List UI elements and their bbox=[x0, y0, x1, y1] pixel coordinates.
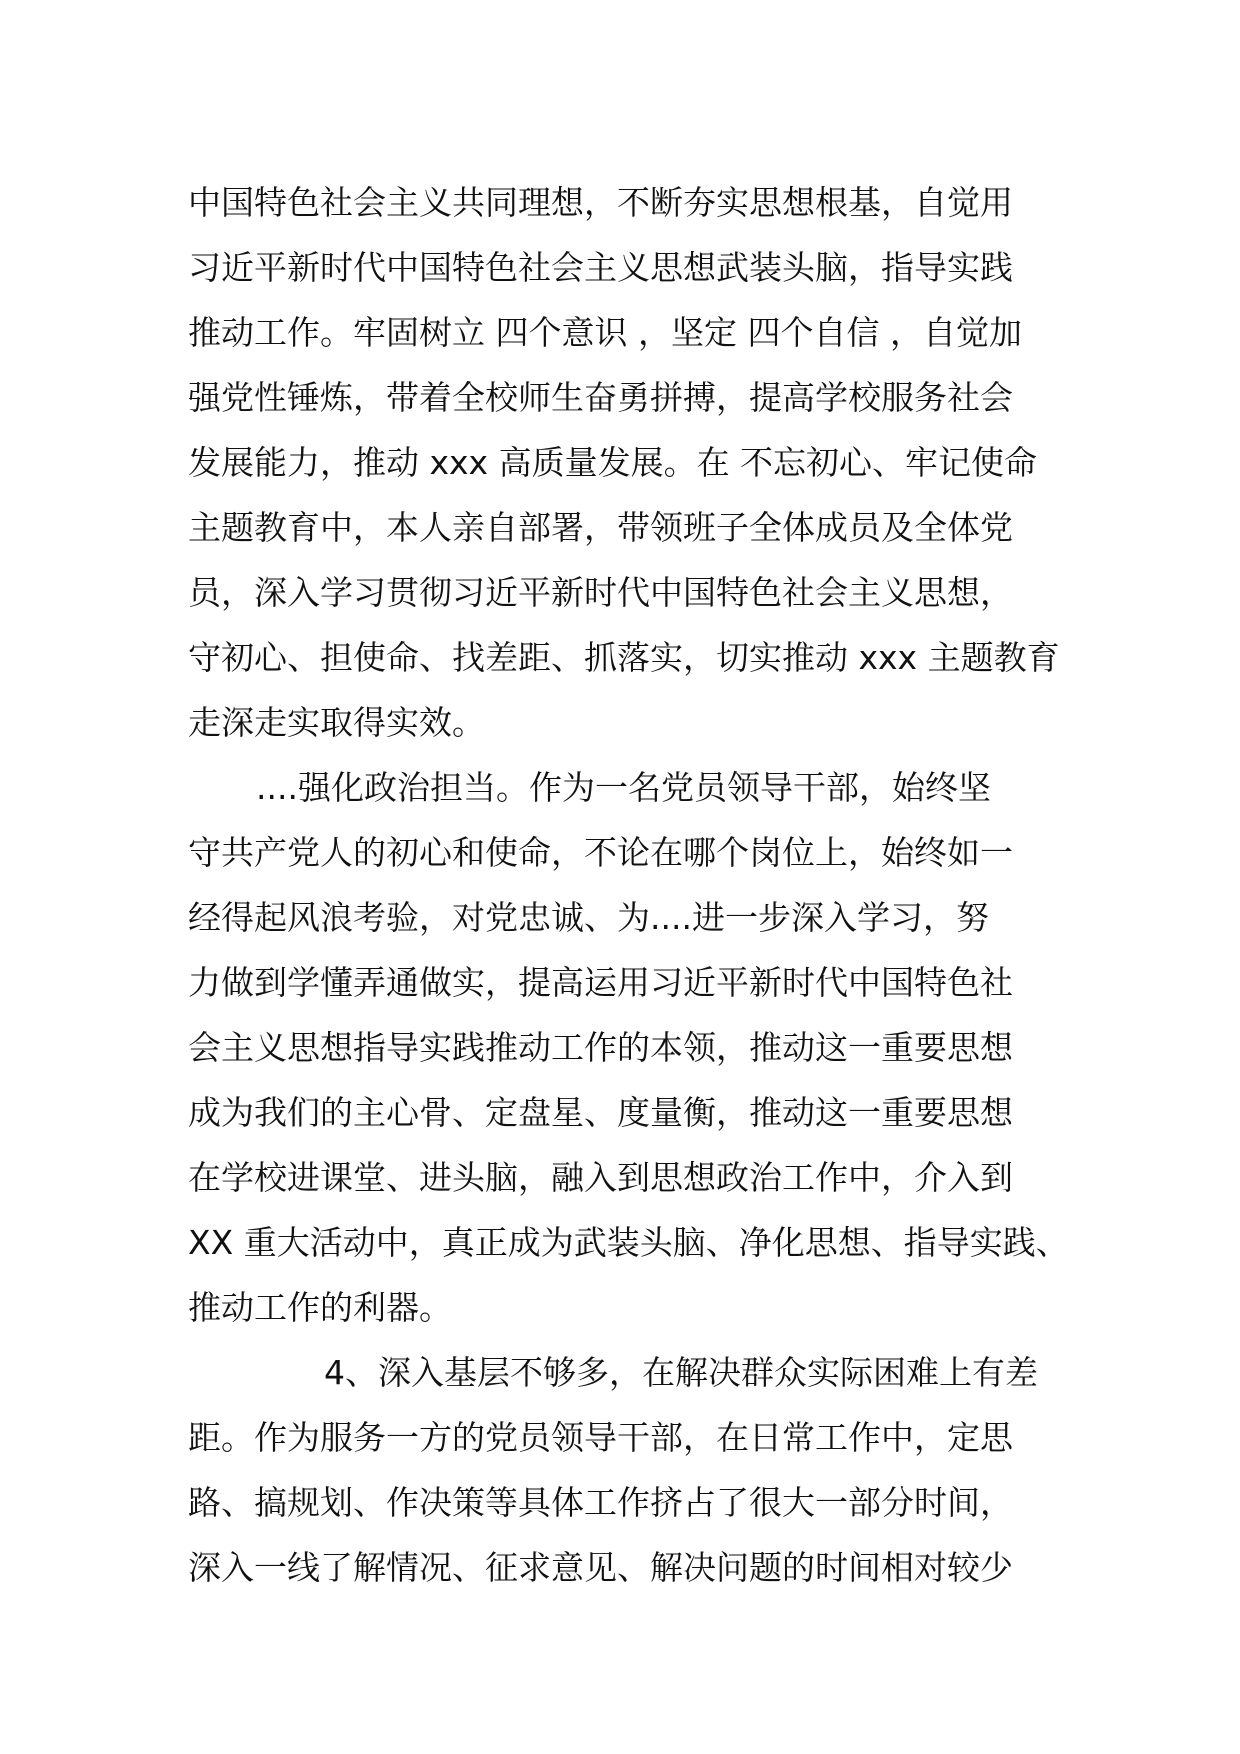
text-line: 习近平新时代中国特色社会主义思想武装头脑，指导实践 bbox=[188, 248, 1013, 287]
text-line: 守共产党人的初心和使命，不论在哪个岗位上，始终如一 bbox=[188, 833, 1013, 872]
text-line: 路、搞规划、作决策等具体工作挤占了很大一部分时间， bbox=[188, 1483, 1013, 1522]
text-line: 距。作为服务一方的党员领导干部，在日常工作中，定思 bbox=[188, 1418, 1013, 1457]
paragraph-start-line: 4、深入基层不够多，在解决群众实际困难上有差 bbox=[324, 1353, 1038, 1392]
text-line: 深入一线了解情况、征求意见、解决问题的时间相对较少 bbox=[188, 1548, 1013, 1587]
paragraph-start-line: ....强化政治担当。作为一名党员领导干部，始终坚 bbox=[256, 768, 991, 807]
text-line: XX 重大活动中，真正成为武装头脑、净化思想、指导实践、 bbox=[188, 1223, 1069, 1262]
document-body bbox=[188, 170, 1068, 1600]
text-line: 推动工作。牢固树立 四个意识 ，坚定 四个自信 ，自觉加 bbox=[188, 313, 1022, 352]
text-line: 在学校进课堂、进头脑，融入到思想政治工作中，介入到 bbox=[188, 1158, 1013, 1197]
text-line: 成为我们的主心骨、定盘星、度量衡，推动这一重要思想 bbox=[188, 1093, 1013, 1132]
text-line: 发展能力，推动 xxx 高质量发展。在 不忘初心、牢记使命 bbox=[188, 443, 1038, 482]
text-line: 员，深入学习贯彻习近平新时代中国特色社会主义思想， bbox=[188, 573, 1013, 612]
text-line: 经得起风浪考验，对党忠诚、为....进一步深入学习，努 bbox=[188, 898, 989, 937]
text-line: 守初心、担使命、找差距、抓落实，切实推动 xxx 主题教育 bbox=[188, 638, 1060, 677]
text-line: 中国特色社会主义共同理想，不断夯实思想根基，自觉用 bbox=[188, 183, 1013, 222]
text-line: 力做到学懂弄通做实，提高运用习近平新时代中国特色社 bbox=[188, 963, 1013, 1002]
text-line: 会主义思想指导实践推动工作的本领，推动这一重要思想 bbox=[188, 1028, 1013, 1067]
text-line: 走深走实取得实效。 bbox=[188, 703, 485, 742]
text-line: 推动工作的利器。 bbox=[188, 1288, 452, 1327]
text-line: 强党性锤炼，带着全校师生奋勇拼搏，提高学校服务社会 bbox=[188, 378, 1013, 417]
text-line: 主题教育中，本人亲自部署，带领班子全体成员及全体党 bbox=[188, 508, 1013, 547]
